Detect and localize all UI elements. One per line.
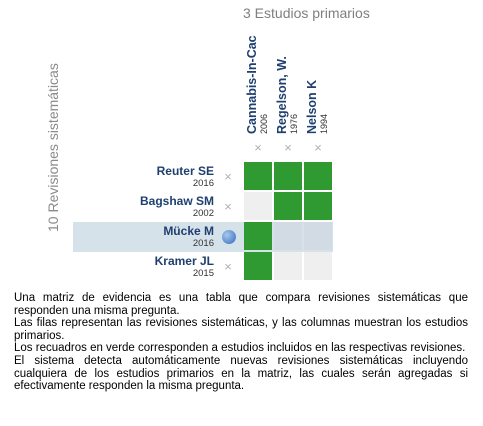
column-header[interactable] (305, 80, 330, 134)
remove-column-icon[interactable]: × (314, 140, 322, 155)
remove-column-icon[interactable]: × (254, 140, 262, 155)
selected-row-dot-icon[interactable] (222, 230, 236, 244)
matrix-cell-empty (244, 192, 272, 220)
matrix-cell-empty (274, 222, 302, 250)
description-paragraph: Los recuadros en verde corresponden a estudios incluidos en las respectivas revisiones. (14, 342, 466, 355)
matrix-cell-included (244, 162, 272, 190)
matrix-cell-empty (304, 222, 332, 250)
review-name[interactable]: Reuter SE (156, 164, 214, 178)
matrix-cell-included (244, 252, 272, 280)
review-year: 2016 (192, 238, 214, 249)
columns-title: 3 Estudios primarios (243, 5, 370, 21)
row-label[interactable] (140, 194, 214, 219)
column-header[interactable] (275, 56, 300, 134)
review-year: 2015 (192, 268, 214, 279)
column-name[interactable]: Nelson K (305, 79, 319, 134)
rows-title: 10 Revisiones sistemáticas (45, 63, 61, 232)
review-name[interactable]: Mücke M (163, 224, 214, 238)
description (14, 292, 468, 393)
column-header[interactable] (245, 35, 270, 134)
review-name[interactable]: Kramer JL (154, 254, 214, 268)
matrix-cell-included (274, 162, 302, 190)
review-name[interactable]: Bagshaw SM (139, 194, 214, 208)
row-label[interactable] (163, 224, 214, 249)
remove-row-icon[interactable]: × (224, 169, 232, 184)
review-year: 2002 (192, 208, 214, 219)
matrix-cell-included (244, 222, 272, 250)
column-year: 1976 (289, 113, 299, 134)
row-label[interactable] (157, 164, 214, 189)
matrix-cell-included (304, 192, 332, 220)
remove-column-icon[interactable]: × (284, 140, 292, 155)
remove-row-icon[interactable]: × (224, 259, 232, 274)
matrix-cell-empty (304, 252, 332, 280)
remove-row-icon[interactable]: × (224, 199, 232, 214)
description-paragraph: El sistema detecta automáticamente nuevas revisiones sistemáticas incluyendo cualquiera de los estudios primarios en la matriz, las cuales serán agregadas si efectivamente responden la misma pregunta. (14, 354, 468, 393)
column-year: 2006 (259, 113, 269, 134)
row-label[interactable] (155, 254, 214, 279)
column-name[interactable]: Regelson, W. (275, 56, 289, 134)
description-paragraph: Las filas representan las revisiones sistemáticas, y las columnas muestran los estudios primarios. (14, 317, 468, 342)
column-year: 1994 (319, 113, 329, 134)
column-name[interactable]: Cannabis-In-Cac (245, 35, 259, 134)
matrix-cell-included (274, 192, 302, 220)
matrix-cell-empty (274, 252, 302, 280)
review-year: 2016 (192, 178, 214, 189)
matrix-cell-included (304, 162, 332, 190)
description-paragraph: Una matriz de evidencia es una tabla que compara revisiones sistemáticas que responden una misma pregunta. (14, 292, 468, 317)
